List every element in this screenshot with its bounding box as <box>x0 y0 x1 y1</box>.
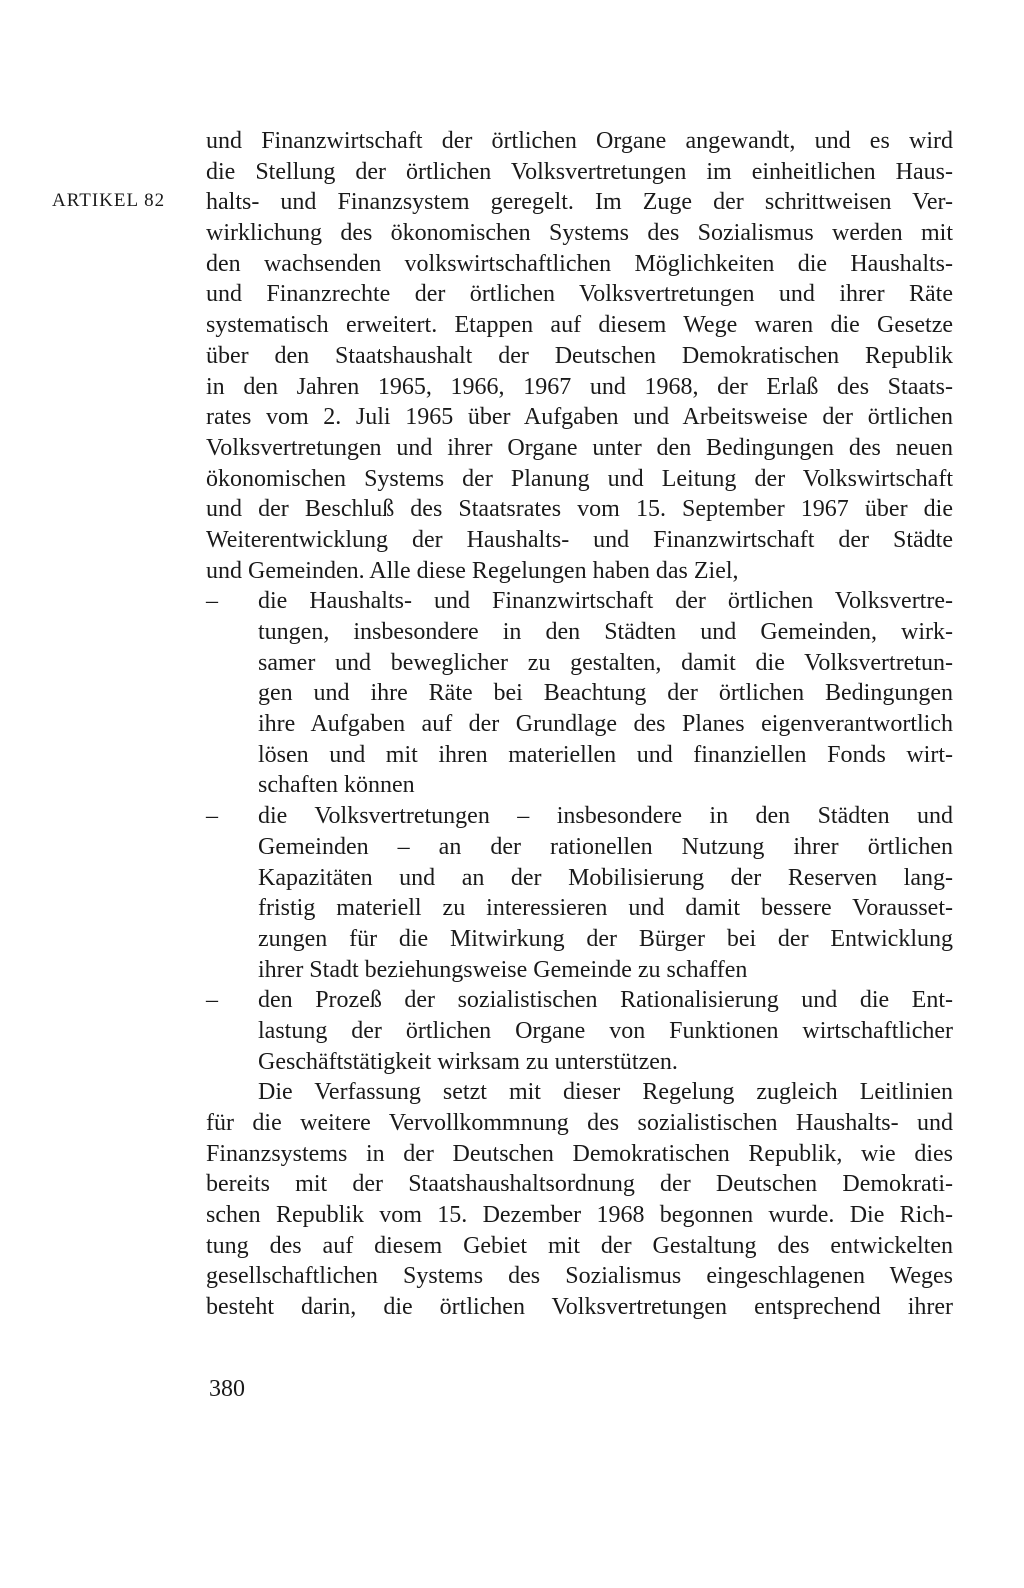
list-item <box>206 985 953 1077</box>
text-line <box>206 985 953 1016</box>
text-line: lösen und mit ihren materiellen und finanziellen Fonds wirt- <box>258 741 953 768</box>
closing-paragraph <box>206 1077 953 1323</box>
text-line: und Finanzwirtschaft der örtlichen Organe angewandt, und es wird <box>206 128 953 154</box>
body-text <box>206 126 953 1323</box>
text-line: ökonomischen Systems der Planung und Leitung der Volkswirtschaft <box>206 465 953 492</box>
page-number: 380 <box>209 1376 245 1402</box>
list-item <box>206 586 953 801</box>
text-line: rates vom 2. Juli 1965 über Aufgaben und Arbeitsweise der örtlichen <box>206 404 953 431</box>
text-line: schen Republik vom 15. Dezember 1968 begonnen wurde. Die Rich- <box>206 1202 953 1229</box>
text-line: tungen, insbesondere in den Städten und Gemeinden, wirk- <box>258 619 953 645</box>
list-dash: – <box>206 803 218 830</box>
text-line: Die Verfassung setzt mit dieser Regelung zugleich Leitlinien <box>258 1079 953 1106</box>
text-line: schaften können <box>258 772 415 799</box>
text-line: und der Beschluß des Staatsrates vom 15. September 1967 über die <box>206 496 953 523</box>
text-line: und Finanzrechte der örtlichen Volksvertretungen und ihrer Räte <box>206 281 953 308</box>
text-line: ihre Aufgaben auf der Grundlage des Planes eigenverantwortlich <box>258 711 953 738</box>
list-item-text: den Prozeß der sozialistischen Rationalisierung und die Ent- <box>258 987 953 1014</box>
text-line: ihrer Stadt beziehungsweise Gemeinde zu schaffen <box>258 956 748 983</box>
text-line: wirklichung des ökonomischen Systems des Sozialismus werden mit <box>206 220 953 247</box>
text-line: über den Staatshaushalt der Deutschen Demokratischen Republik <box>206 342 953 369</box>
list-item <box>206 801 953 985</box>
text-line: für die weitere Vervollkommnung des sozialistischen Haushalts- und <box>206 1110 953 1136</box>
text-line: lastung der örtlichen Organe von Funktionen wirtschaftlicher <box>258 1017 953 1044</box>
text-line <box>206 586 953 617</box>
margin-note-article: ARTIKEL 82 <box>52 190 166 211</box>
intro-paragraph <box>206 126 953 586</box>
text-line: Weiterentwicklung der Haushalts- und Finanzwirtschaft der Städte <box>206 526 953 553</box>
list-dash: – <box>206 588 218 615</box>
text-line: tung des auf diesem Gebiet mit der Gestaltung des entwickelten <box>206 1232 953 1259</box>
text-line: halts- und Finanzsystem geregelt. Im Zuge der schrittweisen Ver- <box>206 189 953 216</box>
text-line: Finanzsystems in der Deutschen Demokratischen Republik, wie dies <box>206 1140 953 1167</box>
text-line: fristig materiell zu interessieren und damit bessere Vorausset- <box>258 895 953 922</box>
list-item-text: die Haushalts- und Finanzwirtschaft der örtlichen Volksvertre- <box>258 588 953 615</box>
text-line: in den Jahren 1965, 1966, 1967 und 1968, der Erlaß des Staats- <box>206 373 953 400</box>
list-item-text: die Volksvertretungen – insbesondere in den Städten und <box>258 803 953 830</box>
text-line: Kapazitäten und an der Mobilisierung der Reserven lang- <box>258 864 953 891</box>
text-line: samer und beweglicher zu gestalten, damit die Volksvertretun- <box>258 649 953 676</box>
text-line: besteht darin, die örtlichen Volksvertretungen entsprechend ihrer <box>206 1294 953 1321</box>
text-line <box>206 801 953 832</box>
text-line: und Gemeinden. Alle diese Regelungen haben das Ziel, <box>206 557 739 584</box>
text-line: systematisch erweitert. Etappen auf diesem Wege waren die Gesetze <box>206 312 953 339</box>
list-dash: – <box>206 987 218 1014</box>
text-line: die Stellung der örtlichen Volksvertretungen im einheitlichen Haus- <box>206 158 953 185</box>
text-line: Volksvertretungen und ihrer Organe unter den Bedingungen des neuen <box>206 434 953 461</box>
text-line: den wachsenden volkswirtschaftlichen Möglichkeiten die Haushalts- <box>206 250 953 277</box>
text-line: gen und ihre Räte bei Beachtung der örtlichen Bedingungen <box>258 680 953 707</box>
text-line: Gemeinden – an der rationellen Nutzung ihrer örtlichen <box>258 833 953 860</box>
text-line: gesellschaftlichen Systems des Sozialismus eingeschlagenen Weges <box>206 1263 953 1290</box>
text-line: Geschäftstätigkeit wirksam zu unterstützen. <box>258 1048 678 1075</box>
text-line: bereits mit der Staatshaushaltsordnung der Deutschen Demokrati- <box>206 1171 953 1198</box>
text-line: zungen für die Mitwirkung der Bürger bei der Entwicklung <box>258 925 953 952</box>
